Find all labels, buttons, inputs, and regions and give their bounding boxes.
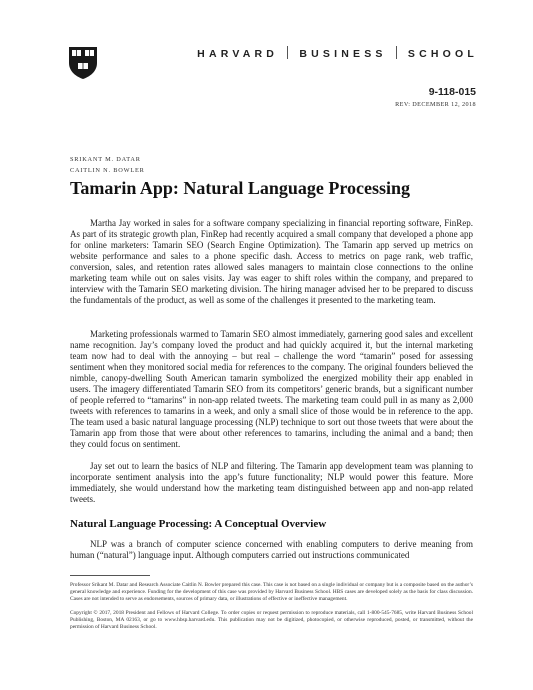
header-divider	[396, 46, 397, 59]
header-divider	[287, 46, 288, 59]
footnote-disclaimer: Professor Srikant M. Datar and Research Associate Caitlin N. Bowler prepared this case. This case is not based on a single individual or company but is a composite based on the author’s general knowledge and experience. Funding for the development of this case was provided by Harvard Business School. HBS cases are developed solely as the basis for class discussion. Cases are not intended to serve as endorsements, sources of primary data, or illustrations of effective or ineffective management.	[70, 582, 473, 603]
footnote-copyright: Copyright © 2017, 2018 President and Fellows of Harvard College. To order copies or request permission to reproduce materials, call 1-800-545-7685, write Harvard Business School Publishing, Boston, MA 02163, or go to www.hbsp.harvard.edu. This publication may not be digitized, photocopied, or otherwise reproduced, posted, or transmitted, without the permission of Harvard Business School.	[70, 610, 473, 631]
header-title-harvard: HARVARD	[197, 48, 279, 60]
body-paragraph: Jay set out to learn the basics of NLP and filtering. The Tamarin app development team was planning to incorporate sentiment analysis into the app’s future functionality; NLP would power this feature. More immediately, she would understand how the marketing team distinguished between app and non-app related tweets.	[70, 461, 473, 504]
harvard-shield-icon	[68, 46, 98, 80]
case-title: Tamarin App: Natural Language Processing	[70, 178, 411, 198]
section-paragraph: NLP was a branch of computer science concerned with enabling computers to derive meaning from human (“natural”) language input. Although computers carried out instructions communicated	[70, 539, 473, 560]
author-name: SRIKANT M. DATAR	[70, 156, 141, 163]
author-name: CAITLIN N. BOWLER	[70, 167, 145, 174]
footnote-divider	[70, 575, 150, 576]
body-paragraph: Martha Jay worked in sales for a software company specializing in financial reporting software, FinRep. As part of its strategic growth plan, FinRep had recently acquired a small company that developed a phone app for online marketers: Tamarin SEO (Search Engine Optimization). The Tamarin app served up metrics on website performance and sales to a phone specific dash. Access to metrics on page rank, web traffic, conversion, sales, and retention rates allowed sales managers to maintain close connections to the online marketing team while out on sales visits. Jay was eager to shift roles within the company, and prepared to interview with the Tamarin SEO marketing division. The hiring manager advised her to be prepared to discuss the fundamentals of the product, as well as some of the challenges it presented to the marketing team.	[70, 218, 473, 305]
header-title-business: BUSINESS	[299, 48, 387, 60]
header-title-school: SCHOOL	[407, 48, 478, 60]
header-title	[138, 46, 478, 60]
case-number: 9-118-015	[428, 86, 476, 98]
body-paragraph: Marketing professionals warmed to Tamarin SEO almost immediately, garnering good sales and excellent name recognition. Jay’s company loved the product and had quickly acquired it, but the internal marketing team now had to deal with the annoying – but real – challenge the word “tamarin” posed for assessing sentiment when they monitored social media for references to the company. The original founders believed the nimble, canopy-dwelling South American tamarin symbolized the energized mobility their app enabled in users. The imagery differentiated Tamarin SEO from its competitors’ generic brands, but a significant number of people referred to “tamarins” in non-app related tweets. The marketing team could pull in as many as 2,000 tweets with references to tamarins in a week, and only a small slice of those would be in reference to the app. The team used a basic natural language processing (NLP) technique to sort out those tweets that were about the Tamarin app from those that were about other references to tamarins, including the animal and a band; then they could focus on sentiment.	[70, 329, 473, 449]
revision-date: REV: DECEMBER 12, 2018	[395, 101, 476, 108]
section-heading: Natural Language Processing: A Conceptual Overview	[70, 518, 327, 530]
